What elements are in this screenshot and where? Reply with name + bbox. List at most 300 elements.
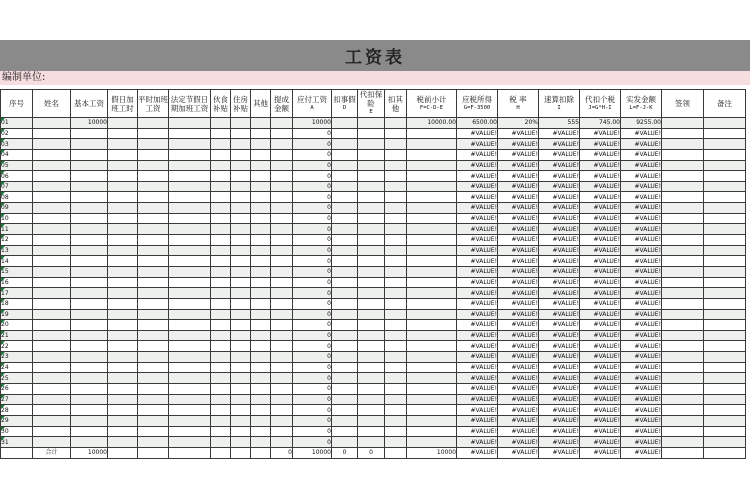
cell-insurance[interactable] [358,149,385,160]
cell-insurance[interactable] [358,309,385,320]
cell-otherded[interactable] [385,235,407,246]
cell-otherded[interactable] [385,415,407,426]
cell-sign[interactable] [662,224,704,235]
cell-name[interactable] [33,139,71,150]
cell-payable[interactable]: 0 [293,352,332,363]
total-cell-insurance[interactable]: 0 [358,447,385,458]
column-header[interactable] [108,90,138,118]
cell-statutory[interactable] [169,213,211,224]
cell-statutory[interactable] [169,235,211,246]
cell-deduct[interactable]: 555 [539,118,580,129]
cell-payable[interactable]: 0 [293,235,332,246]
cell-net[interactable]: #VALUE! [621,415,662,426]
column-header[interactable] [71,90,108,118]
cell-other[interactable] [251,288,271,299]
cell-other[interactable] [251,128,271,139]
cell-sign[interactable] [662,426,704,437]
cell-housing[interactable] [231,288,251,299]
cell-taxable[interactable]: #VALUE! [457,256,498,267]
cell-deduct[interactable]: #VALUE! [539,373,580,384]
cell-weekday[interactable] [138,405,169,416]
cell-net[interactable]: #VALUE! [621,213,662,224]
cell-net[interactable]: #VALUE! [621,192,662,203]
cell-statutory[interactable] [169,277,211,288]
cell-other[interactable] [251,298,271,309]
cell-seq[interactable]: 31 [1,437,33,448]
cell-taxable[interactable]: #VALUE! [457,394,498,405]
cell-weekday[interactable] [138,415,169,426]
cell-net[interactable]: 9255.00 [621,118,662,129]
cell-base[interactable] [71,341,108,352]
cell-commission[interactable] [271,128,293,139]
cell-net[interactable]: #VALUE! [621,139,662,150]
cell-net[interactable]: #VALUE! [621,384,662,395]
cell-holiday[interactable] [108,128,138,139]
column-header[interactable] [271,90,293,118]
cell-statutory[interactable] [169,394,211,405]
cell-seq[interactable]: 22 [1,341,33,352]
cell-taxable[interactable]: #VALUE! [457,277,498,288]
cell-other[interactable] [251,330,271,341]
cell-weekday[interactable] [138,118,169,129]
cell-base[interactable] [71,437,108,448]
cell-weekday[interactable] [138,352,169,363]
cell-holiday[interactable] [108,139,138,150]
cell-base[interactable] [71,298,108,309]
cell-meal[interactable] [211,341,231,352]
cell-pretax[interactable] [407,352,457,363]
cell-commission[interactable] [271,277,293,288]
cell-holiday[interactable] [108,277,138,288]
cell-pretax[interactable] [407,277,457,288]
cell-meal[interactable] [211,149,231,160]
total-cell-meal[interactable] [211,447,231,458]
cell-insurance[interactable] [358,203,385,214]
cell-net[interactable]: #VALUE! [621,330,662,341]
cell-tax[interactable]: #VALUE! [580,149,621,160]
cell-weekday[interactable] [138,330,169,341]
cell-otherded[interactable] [385,245,407,256]
cell-remark[interactable] [704,384,746,395]
cell-pretax[interactable] [407,149,457,160]
cell-pretax[interactable] [407,415,457,426]
cell-weekday[interactable] [138,181,169,192]
cell-sign[interactable] [662,330,704,341]
cell-commission[interactable] [271,426,293,437]
cell-tax[interactable]: #VALUE! [580,426,621,437]
cell-payable[interactable]: 0 [293,384,332,395]
cell-housing[interactable] [231,330,251,341]
cell-holiday[interactable] [108,437,138,448]
cell-taxable[interactable]: 6500.00 [457,118,498,129]
cell-tax[interactable]: #VALUE! [580,256,621,267]
cell-otherded[interactable] [385,266,407,277]
cell-rate[interactable]: #VALUE! [498,341,539,352]
cell-base[interactable] [71,405,108,416]
cell-name[interactable] [33,352,71,363]
cell-meal[interactable] [211,224,231,235]
cell-other[interactable] [251,235,271,246]
cell-insurance[interactable] [358,394,385,405]
cell-commission[interactable] [271,192,293,203]
cell-pretax[interactable] [407,362,457,373]
cell-sign[interactable] [662,288,704,299]
cell-remark[interactable] [704,118,746,129]
cell-base[interactable] [71,171,108,182]
cell-leave[interactable] [332,128,358,139]
cell-leave[interactable] [332,160,358,171]
cell-weekday[interactable] [138,309,169,320]
cell-holiday[interactable] [108,203,138,214]
cell-otherded[interactable] [385,256,407,267]
cell-holiday[interactable] [108,362,138,373]
cell-weekday[interactable] [138,160,169,171]
total-cell-sign[interactable] [662,447,704,458]
cell-payable[interactable]: 0 [293,362,332,373]
cell-name[interactable] [33,203,71,214]
cell-leave[interactable] [332,437,358,448]
cell-payable[interactable]: 0 [293,171,332,182]
cell-other[interactable] [251,192,271,203]
cell-payable[interactable]: 0 [293,203,332,214]
cell-otherded[interactable] [385,181,407,192]
cell-other[interactable] [251,384,271,395]
cell-housing[interactable] [231,118,251,129]
cell-name[interactable] [33,415,71,426]
cell-taxable[interactable]: #VALUE! [457,298,498,309]
cell-commission[interactable] [271,266,293,277]
cell-sign[interactable] [662,171,704,182]
cell-pretax[interactable] [407,341,457,352]
cell-other[interactable] [251,352,271,363]
cell-taxable[interactable]: #VALUE! [457,309,498,320]
total-cell-payable[interactable]: 10000 [293,447,332,458]
cell-insurance[interactable] [358,118,385,129]
cell-remark[interactable] [704,128,746,139]
cell-insurance[interactable] [358,362,385,373]
cell-rate[interactable]: #VALUE! [498,181,539,192]
cell-rate[interactable]: #VALUE! [498,245,539,256]
cell-meal[interactable] [211,245,231,256]
cell-other[interactable] [251,139,271,150]
cell-tax[interactable]: #VALUE! [580,245,621,256]
cell-net[interactable]: #VALUE! [621,437,662,448]
cell-weekday[interactable] [138,394,169,405]
cell-other[interactable] [251,256,271,267]
cell-pretax[interactable] [407,384,457,395]
cell-leave[interactable] [332,139,358,150]
cell-leave[interactable] [332,192,358,203]
cell-tax[interactable]: #VALUE! [580,181,621,192]
cell-taxable[interactable]: #VALUE! [457,128,498,139]
cell-name[interactable] [33,149,71,160]
cell-weekday[interactable] [138,203,169,214]
column-header[interactable] [293,90,332,118]
cell-taxable[interactable]: #VALUE! [457,437,498,448]
cell-meal[interactable] [211,213,231,224]
cell-weekday[interactable] [138,288,169,299]
cell-housing[interactable] [231,203,251,214]
cell-net[interactable]: #VALUE! [621,277,662,288]
cell-tax[interactable]: #VALUE! [580,288,621,299]
cell-statutory[interactable] [169,437,211,448]
cell-seq[interactable]: 05 [1,160,33,171]
cell-remark[interactable] [704,256,746,267]
cell-net[interactable]: #VALUE! [621,362,662,373]
cell-tax[interactable]: #VALUE! [580,266,621,277]
cell-meal[interactable] [211,352,231,363]
cell-housing[interactable] [231,256,251,267]
cell-leave[interactable] [332,149,358,160]
cell-holiday[interactable] [108,384,138,395]
cell-remark[interactable] [704,288,746,299]
cell-commission[interactable] [271,415,293,426]
cell-deduct[interactable]: #VALUE! [539,235,580,246]
cell-taxable[interactable]: #VALUE! [457,426,498,437]
cell-pretax[interactable] [407,160,457,171]
cell-seq[interactable]: 07 [1,181,33,192]
cell-holiday[interactable] [108,171,138,182]
cell-sign[interactable] [662,309,704,320]
cell-weekday[interactable] [138,245,169,256]
cell-remark[interactable] [704,245,746,256]
cell-leave[interactable] [332,394,358,405]
cell-holiday[interactable] [108,330,138,341]
cell-meal[interactable] [211,256,231,267]
cell-sign[interactable] [662,192,704,203]
cell-housing[interactable] [231,171,251,182]
cell-seq[interactable]: 16 [1,277,33,288]
cell-other[interactable] [251,181,271,192]
cell-commission[interactable] [271,160,293,171]
cell-pretax[interactable] [407,394,457,405]
column-header[interactable] [138,90,169,118]
total-cell-other[interactable] [251,447,271,458]
cell-meal[interactable] [211,330,231,341]
cell-leave[interactable] [332,341,358,352]
cell-seq[interactable]: 11 [1,224,33,235]
cell-pretax[interactable]: 10000.00 [407,118,457,129]
total-cell-statutory[interactable] [169,447,211,458]
cell-rate[interactable]: #VALUE! [498,139,539,150]
cell-commission[interactable] [271,298,293,309]
cell-otherded[interactable] [385,330,407,341]
cell-rate[interactable]: #VALUE! [498,171,539,182]
cell-sign[interactable] [662,384,704,395]
cell-other[interactable] [251,118,271,129]
cell-remark[interactable] [704,330,746,341]
cell-rate[interactable]: #VALUE! [498,213,539,224]
cell-commission[interactable] [271,309,293,320]
cell-weekday[interactable] [138,256,169,267]
cell-insurance[interactable] [358,256,385,267]
cell-weekday[interactable] [138,437,169,448]
total-cell-rate[interactable]: #VALUE! [498,447,539,458]
cell-other[interactable] [251,213,271,224]
cell-meal[interactable] [211,192,231,203]
cell-tax[interactable]: #VALUE! [580,341,621,352]
cell-meal[interactable] [211,139,231,150]
cell-base[interactable] [71,203,108,214]
cell-housing[interactable] [231,224,251,235]
cell-taxable[interactable]: #VALUE! [457,384,498,395]
cell-deduct[interactable]: #VALUE! [539,192,580,203]
column-header[interactable] [407,90,457,118]
cell-remark[interactable] [704,309,746,320]
cell-remark[interactable] [704,149,746,160]
cell-deduct[interactable]: #VALUE! [539,139,580,150]
cell-weekday[interactable] [138,149,169,160]
cell-housing[interactable] [231,309,251,320]
cell-sign[interactable] [662,203,704,214]
cell-weekday[interactable] [138,362,169,373]
cell-seq[interactable]: 02 [1,128,33,139]
cell-pretax[interactable] [407,192,457,203]
cell-insurance[interactable] [358,288,385,299]
cell-deduct[interactable]: #VALUE! [539,171,580,182]
total-cell-leave[interactable]: 0 [332,447,358,458]
cell-tax[interactable]: #VALUE! [580,384,621,395]
cell-deduct[interactable]: #VALUE! [539,149,580,160]
cell-leave[interactable] [332,330,358,341]
cell-sign[interactable] [662,373,704,384]
cell-insurance[interactable] [358,320,385,331]
cell-deduct[interactable]: #VALUE! [539,330,580,341]
cell-name[interactable] [33,362,71,373]
cell-housing[interactable] [231,405,251,416]
cell-commission[interactable] [271,245,293,256]
cell-deduct[interactable]: #VALUE! [539,298,580,309]
cell-insurance[interactable] [358,245,385,256]
cell-seq[interactable]: 25 [1,373,33,384]
total-cell-net[interactable]: #VALUE! [621,447,662,458]
cell-net[interactable]: #VALUE! [621,352,662,363]
cell-taxable[interactable]: #VALUE! [457,373,498,384]
cell-statutory[interactable] [169,288,211,299]
cell-rate[interactable]: #VALUE! [498,384,539,395]
cell-statutory[interactable] [169,384,211,395]
cell-name[interactable] [33,288,71,299]
cell-statutory[interactable] [169,426,211,437]
cell-seq[interactable]: 01 [1,118,33,129]
cell-housing[interactable] [231,277,251,288]
cell-otherded[interactable] [385,362,407,373]
cell-deduct[interactable]: #VALUE! [539,160,580,171]
total-cell-commission[interactable]: 0 [271,447,293,458]
cell-other[interactable] [251,415,271,426]
cell-rate[interactable]: #VALUE! [498,373,539,384]
cell-payable[interactable]: 0 [293,426,332,437]
cell-remark[interactable] [704,298,746,309]
cell-statutory[interactable] [169,266,211,277]
cell-payable[interactable]: 0 [293,149,332,160]
cell-net[interactable]: #VALUE! [621,171,662,182]
cell-insurance[interactable] [358,160,385,171]
cell-pretax[interactable] [407,373,457,384]
cell-housing[interactable] [231,192,251,203]
cell-statutory[interactable] [169,224,211,235]
cell-housing[interactable] [231,362,251,373]
cell-rate[interactable]: #VALUE! [498,192,539,203]
cell-seq[interactable]: 04 [1,149,33,160]
cell-taxable[interactable]: #VALUE! [457,160,498,171]
cell-sign[interactable] [662,256,704,267]
cell-name[interactable] [33,277,71,288]
cell-base[interactable] [71,181,108,192]
cell-statutory[interactable] [169,139,211,150]
cell-weekday[interactable] [138,171,169,182]
cell-holiday[interactable] [108,320,138,331]
cell-base[interactable] [71,266,108,277]
cell-insurance[interactable] [358,277,385,288]
column-header[interactable] [332,90,358,118]
cell-leave[interactable] [332,245,358,256]
cell-meal[interactable] [211,426,231,437]
cell-taxable[interactable]: #VALUE! [457,224,498,235]
cell-pretax[interactable] [407,128,457,139]
cell-holiday[interactable] [108,224,138,235]
cell-tax[interactable]: #VALUE! [580,330,621,341]
cell-commission[interactable] [271,288,293,299]
column-header[interactable] [169,90,211,118]
cell-base[interactable] [71,149,108,160]
cell-otherded[interactable] [385,298,407,309]
cell-sign[interactable] [662,213,704,224]
cell-tax[interactable]: #VALUE! [580,298,621,309]
cell-base[interactable] [71,245,108,256]
cell-payable[interactable]: 0 [293,298,332,309]
cell-base[interactable] [71,277,108,288]
cell-net[interactable]: #VALUE! [621,224,662,235]
cell-leave[interactable] [332,309,358,320]
cell-name[interactable] [33,171,71,182]
cell-insurance[interactable] [358,213,385,224]
cell-meal[interactable] [211,405,231,416]
cell-seq[interactable]: 26 [1,384,33,395]
cell-base[interactable] [71,256,108,267]
cell-otherded[interactable] [385,160,407,171]
cell-statutory[interactable] [169,330,211,341]
column-header[interactable] [1,90,33,118]
cell-insurance[interactable] [358,384,385,395]
cell-seq[interactable]: 10 [1,213,33,224]
cell-tax[interactable]: #VALUE! [580,405,621,416]
cell-taxable[interactable]: #VALUE! [457,266,498,277]
cell-statutory[interactable] [169,181,211,192]
cell-deduct[interactable]: #VALUE! [539,309,580,320]
cell-otherded[interactable] [385,192,407,203]
cell-other[interactable] [251,160,271,171]
cell-housing[interactable] [231,139,251,150]
cell-name[interactable] [33,245,71,256]
cell-insurance[interactable] [358,192,385,203]
cell-holiday[interactable] [108,213,138,224]
cell-remark[interactable] [704,437,746,448]
cell-holiday[interactable] [108,245,138,256]
cell-statutory[interactable] [169,341,211,352]
cell-housing[interactable] [231,373,251,384]
cell-net[interactable]: #VALUE! [621,203,662,214]
cell-seq[interactable]: 03 [1,139,33,150]
cell-statutory[interactable] [169,256,211,267]
cell-remark[interactable] [704,373,746,384]
cell-base[interactable] [71,384,108,395]
cell-name[interactable] [33,341,71,352]
cell-remark[interactable] [704,352,746,363]
cell-tax[interactable]: #VALUE! [580,213,621,224]
cell-tax[interactable]: 745.00 [580,118,621,129]
cell-rate[interactable]: 20% [498,118,539,129]
